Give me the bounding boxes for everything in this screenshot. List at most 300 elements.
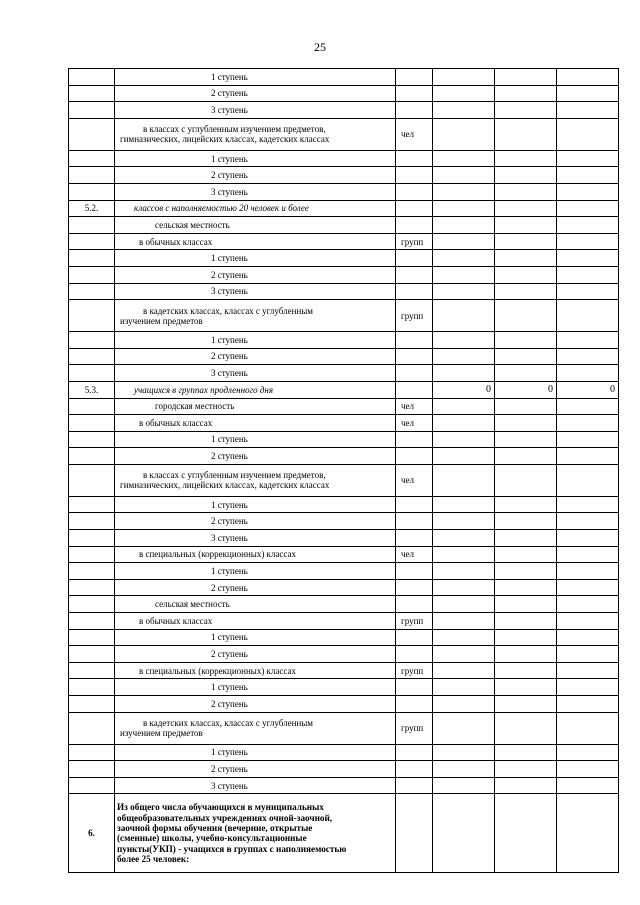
value-cell [557, 662, 619, 679]
table-row [69, 777, 619, 794]
table-row [69, 646, 619, 663]
table-row [69, 266, 619, 283]
row-number [69, 183, 115, 200]
row-unit: групп [396, 613, 433, 630]
value-cell [495, 613, 557, 630]
row-label: 1 ступень [115, 250, 396, 267]
row-unit [396, 217, 433, 234]
row-label-line: изучением предметов [120, 315, 203, 326]
table-row [69, 596, 619, 613]
value-cell [557, 150, 619, 167]
value-cell [433, 546, 495, 563]
value-cell [433, 662, 495, 679]
row-number [69, 464, 115, 496]
value-cell [495, 530, 557, 547]
value-cell [495, 233, 557, 250]
value-cell: 0 [557, 381, 619, 398]
row-number [69, 250, 115, 267]
value-cell [495, 85, 557, 102]
value-cell [495, 596, 557, 613]
table-row [69, 300, 619, 332]
value-cell [557, 431, 619, 448]
row-number [69, 629, 115, 646]
row-unit [396, 69, 433, 86]
table-row [69, 183, 619, 200]
row-unit: чел [396, 118, 433, 150]
row-unit [396, 283, 433, 300]
row-unit [396, 696, 433, 713]
row-number: 5.2. [69, 200, 115, 217]
table-row [69, 415, 619, 432]
value-cell [433, 102, 495, 119]
value-cell [495, 348, 557, 365]
value-cell [433, 217, 495, 234]
table-row [69, 696, 619, 713]
value-cell [557, 332, 619, 349]
value-cell [433, 118, 495, 150]
row-number [69, 662, 115, 679]
value-cell [433, 332, 495, 349]
value-cell [495, 250, 557, 267]
row-label: 3 ступень [115, 530, 396, 547]
value-cell [557, 233, 619, 250]
table-row [69, 381, 619, 398]
page-number: 25 [314, 40, 326, 54]
value-cell: 0 [433, 381, 495, 398]
value-cell [433, 266, 495, 283]
table-row [69, 365, 619, 382]
row-number [69, 85, 115, 102]
value-cell [433, 233, 495, 250]
value-cell [557, 398, 619, 415]
value-cell [495, 448, 557, 465]
value-cell [557, 118, 619, 150]
row-unit: чел [396, 464, 433, 496]
row-label: 2 ступень [115, 579, 396, 596]
row-unit [396, 448, 433, 465]
row-label: в обычных классах [115, 233, 396, 250]
value-cell [433, 530, 495, 547]
statistics-table [68, 68, 619, 873]
row-label: сельская местность [115, 217, 396, 234]
row-unit [396, 150, 433, 167]
row-label-line: в кадетских классах, классах с углубленным [143, 305, 314, 316]
table-row [69, 464, 619, 496]
row-label: 1 ступень [115, 431, 396, 448]
row-unit [396, 348, 433, 365]
value-cell [433, 69, 495, 86]
value-cell [557, 102, 619, 119]
row-label: классов с наполняемостью 20 человек и более [115, 200, 396, 217]
table-row [69, 167, 619, 184]
value-cell [495, 431, 557, 448]
row-label: 1 ступень [115, 744, 396, 761]
value-cell [433, 563, 495, 580]
row-label-line: в классах с углубленным изучением предметов, [143, 124, 326, 135]
value-cell [433, 629, 495, 646]
value-cell: 0 [495, 381, 557, 398]
value-cell [495, 200, 557, 217]
value-cell [495, 266, 557, 283]
value-cell [495, 150, 557, 167]
value-cell [557, 794, 619, 873]
table-row [69, 431, 619, 448]
value-cell [557, 563, 619, 580]
row-label: в обычных классах [115, 415, 396, 432]
row-number [69, 150, 115, 167]
value-cell [433, 712, 495, 744]
value-cell [433, 646, 495, 663]
value-cell [495, 646, 557, 663]
table-row [69, 448, 619, 465]
table-row [69, 579, 619, 596]
value-cell [557, 744, 619, 761]
row-number [69, 646, 115, 663]
value-cell [433, 300, 495, 332]
section-6-line: Из общего числа обучающихся в муниципальных [117, 802, 324, 813]
row-unit [396, 167, 433, 184]
table-body [69, 69, 619, 873]
value-cell [495, 217, 557, 234]
section-6-label [115, 794, 396, 873]
row-label-line: в кадетских классах, классах с углубленным [143, 718, 314, 729]
table-row [69, 398, 619, 415]
value-cell [433, 431, 495, 448]
row-label: учащихся в группах продленного дня [115, 381, 396, 398]
row-unit: групп [396, 300, 433, 332]
row-number [69, 679, 115, 696]
table-row [69, 712, 619, 744]
value-cell [557, 579, 619, 596]
row-unit [396, 365, 433, 382]
row-number [69, 431, 115, 448]
value-cell [433, 250, 495, 267]
value-cell [433, 679, 495, 696]
value-cell [557, 415, 619, 432]
row-label [115, 712, 396, 744]
value-cell [495, 712, 557, 744]
section-6-row [69, 794, 619, 873]
section-6-line: (сменные) школы, учебно-консультационные [117, 833, 307, 844]
row-number [69, 167, 115, 184]
row-label: 1 ступень [115, 563, 396, 580]
value-cell [557, 679, 619, 696]
row-number [69, 696, 115, 713]
table-row [69, 200, 619, 217]
row-unit [396, 744, 433, 761]
value-cell [557, 69, 619, 86]
row-label: 1 ступень [115, 69, 396, 86]
value-cell [557, 183, 619, 200]
value-cell [495, 415, 557, 432]
row-label: в специальных (коррекционных) классах [115, 662, 396, 679]
table-row [69, 496, 619, 513]
row-label: 1 ступень [115, 679, 396, 696]
row-number [69, 530, 115, 547]
row-number: 5.3. [69, 381, 115, 398]
value-cell [495, 183, 557, 200]
value-cell [557, 530, 619, 547]
value-cell [433, 200, 495, 217]
value-cell [557, 712, 619, 744]
value-cell [495, 696, 557, 713]
value-cell [557, 300, 619, 332]
row-number [69, 448, 115, 465]
table-row [69, 744, 619, 761]
row-number [69, 415, 115, 432]
row-number [69, 546, 115, 563]
row-unit [396, 431, 433, 448]
value-cell [557, 266, 619, 283]
value-cell [495, 283, 557, 300]
value-cell [433, 761, 495, 778]
row-label-line: в классах с углубленным изучением предметов, [143, 470, 326, 481]
table-row [69, 530, 619, 547]
value-cell [433, 348, 495, 365]
row-label: в обычных классах [115, 613, 396, 630]
value-cell [433, 596, 495, 613]
value-cell [495, 513, 557, 530]
value-cell [495, 761, 557, 778]
row-label: 2 ступень [115, 513, 396, 530]
value-cell [433, 744, 495, 761]
row-unit [396, 679, 433, 696]
table-row [69, 629, 619, 646]
row-number [69, 332, 115, 349]
value-cell [495, 629, 557, 646]
value-cell [495, 579, 557, 596]
section-6-line: более 25 человек: [117, 854, 190, 865]
row-number: 6. [69, 794, 115, 873]
row-unit [396, 579, 433, 596]
row-label: 2 ступень [115, 448, 396, 465]
table-row [69, 69, 619, 86]
value-cell [433, 85, 495, 102]
table-row [69, 150, 619, 167]
row-unit [396, 183, 433, 200]
value-cell [495, 563, 557, 580]
table-row [69, 761, 619, 778]
row-unit [396, 596, 433, 613]
row-number [69, 398, 115, 415]
value-cell [495, 69, 557, 86]
value-cell [557, 217, 619, 234]
value-cell [433, 496, 495, 513]
row-unit [396, 332, 433, 349]
row-label: 3 ступень [115, 283, 396, 300]
row-label: 3 ступень [115, 102, 396, 119]
value-cell [495, 398, 557, 415]
row-number [69, 102, 115, 119]
row-unit [396, 200, 433, 217]
row-number [69, 365, 115, 382]
value-cell [495, 679, 557, 696]
table-row [69, 250, 619, 267]
row-unit [396, 513, 433, 530]
row-label: 2 ступень [115, 696, 396, 713]
row-number [69, 761, 115, 778]
value-cell [495, 365, 557, 382]
table-row [69, 217, 619, 234]
row-unit [396, 530, 433, 547]
row-number [69, 744, 115, 761]
row-number [69, 777, 115, 794]
row-label: 2 ступень [115, 646, 396, 663]
row-number [69, 217, 115, 234]
value-cell [495, 777, 557, 794]
table-row [69, 233, 619, 250]
row-label: 2 ступень [115, 85, 396, 102]
value-cell [433, 183, 495, 200]
value-cell [557, 513, 619, 530]
row-unit [396, 563, 433, 580]
value-cell [495, 744, 557, 761]
row-unit [396, 646, 433, 663]
value-cell [495, 794, 557, 873]
table-row [69, 563, 619, 580]
row-unit [396, 102, 433, 119]
value-cell [433, 579, 495, 596]
row-unit: чел [396, 415, 433, 432]
row-label: 2 ступень [115, 348, 396, 365]
row-unit [396, 250, 433, 267]
row-label: 1 ступень [115, 496, 396, 513]
row-label: городская местность [115, 398, 396, 415]
row-label-line: гимназических, лицейских классах, кадетских классах [120, 480, 330, 491]
row-label: 3 ступень [115, 183, 396, 200]
value-cell [557, 777, 619, 794]
row-number [69, 513, 115, 530]
table-row [69, 85, 619, 102]
row-number [69, 348, 115, 365]
row-number [69, 233, 115, 250]
table-row [69, 332, 619, 349]
value-cell [557, 283, 619, 300]
row-unit [396, 629, 433, 646]
row-label-line: изучением предметов [120, 728, 203, 739]
table-row [69, 102, 619, 119]
row-unit: групп [396, 712, 433, 744]
value-cell [557, 646, 619, 663]
row-label: 1 ступень [115, 629, 396, 646]
row-label: 1 ступень [115, 332, 396, 349]
value-cell [557, 629, 619, 646]
value-cell [433, 365, 495, 382]
row-number [69, 596, 115, 613]
row-number [69, 283, 115, 300]
row-label [115, 118, 396, 150]
row-label [115, 464, 396, 496]
value-cell [557, 200, 619, 217]
row-unit [396, 761, 433, 778]
table-row [69, 283, 619, 300]
row-label: 2 ступень [115, 761, 396, 778]
value-cell [557, 250, 619, 267]
row-unit: чел [396, 398, 433, 415]
table-row [69, 118, 619, 150]
row-label: 2 ступень [115, 167, 396, 184]
row-unit [396, 85, 433, 102]
row-number [69, 69, 115, 86]
value-cell [433, 794, 495, 873]
row-number [69, 118, 115, 150]
value-cell [557, 167, 619, 184]
row-number [69, 613, 115, 630]
table-row [69, 679, 619, 696]
value-cell [495, 167, 557, 184]
row-number [69, 579, 115, 596]
value-cell [557, 546, 619, 563]
row-label-line: гимназических, лицейских классах, кадетских классах [120, 134, 330, 145]
value-cell [433, 167, 495, 184]
value-cell [433, 513, 495, 530]
table-row [69, 348, 619, 365]
table-row [69, 513, 619, 530]
row-unit: чел [396, 546, 433, 563]
row-label [115, 300, 396, 332]
row-unit: групп [396, 233, 433, 250]
value-cell [495, 546, 557, 563]
row-unit [396, 381, 433, 398]
value-cell [557, 348, 619, 365]
value-cell [495, 496, 557, 513]
row-label: сельская местность [115, 596, 396, 613]
value-cell [433, 464, 495, 496]
row-label: 3 ступень [115, 365, 396, 382]
value-cell [495, 300, 557, 332]
row-label: 1 ступень [115, 150, 396, 167]
value-cell [495, 464, 557, 496]
value-cell [557, 596, 619, 613]
value-cell [557, 365, 619, 382]
value-cell [557, 448, 619, 465]
value-cell [433, 398, 495, 415]
value-cell [557, 696, 619, 713]
row-label: 2 ступень [115, 266, 396, 283]
row-unit [396, 794, 433, 873]
value-cell [557, 496, 619, 513]
value-cell [495, 662, 557, 679]
row-unit [396, 496, 433, 513]
value-cell [557, 464, 619, 496]
row-label: в специальных (коррекционных) классах [115, 546, 396, 563]
value-cell [433, 696, 495, 713]
table-row [69, 546, 619, 563]
row-number [69, 712, 115, 744]
row-number [69, 300, 115, 332]
value-cell [433, 150, 495, 167]
table-row [69, 613, 619, 630]
value-cell [495, 118, 557, 150]
value-cell [557, 761, 619, 778]
value-cell [433, 448, 495, 465]
value-cell [433, 777, 495, 794]
row-number [69, 496, 115, 513]
row-number [69, 266, 115, 283]
row-label: 3 ступень [115, 777, 396, 794]
table-row [69, 662, 619, 679]
value-cell [557, 85, 619, 102]
value-cell [433, 613, 495, 630]
section-6-line: пункты(УКП) - учащихся в группах с наполняемостью [117, 843, 347, 854]
row-unit: групп [396, 662, 433, 679]
row-unit [396, 266, 433, 283]
value-cell [557, 613, 619, 630]
value-cell [433, 415, 495, 432]
row-number [69, 563, 115, 580]
value-cell [433, 283, 495, 300]
section-6-line: заочной формы обучения (вечерние, открытые [117, 822, 313, 833]
